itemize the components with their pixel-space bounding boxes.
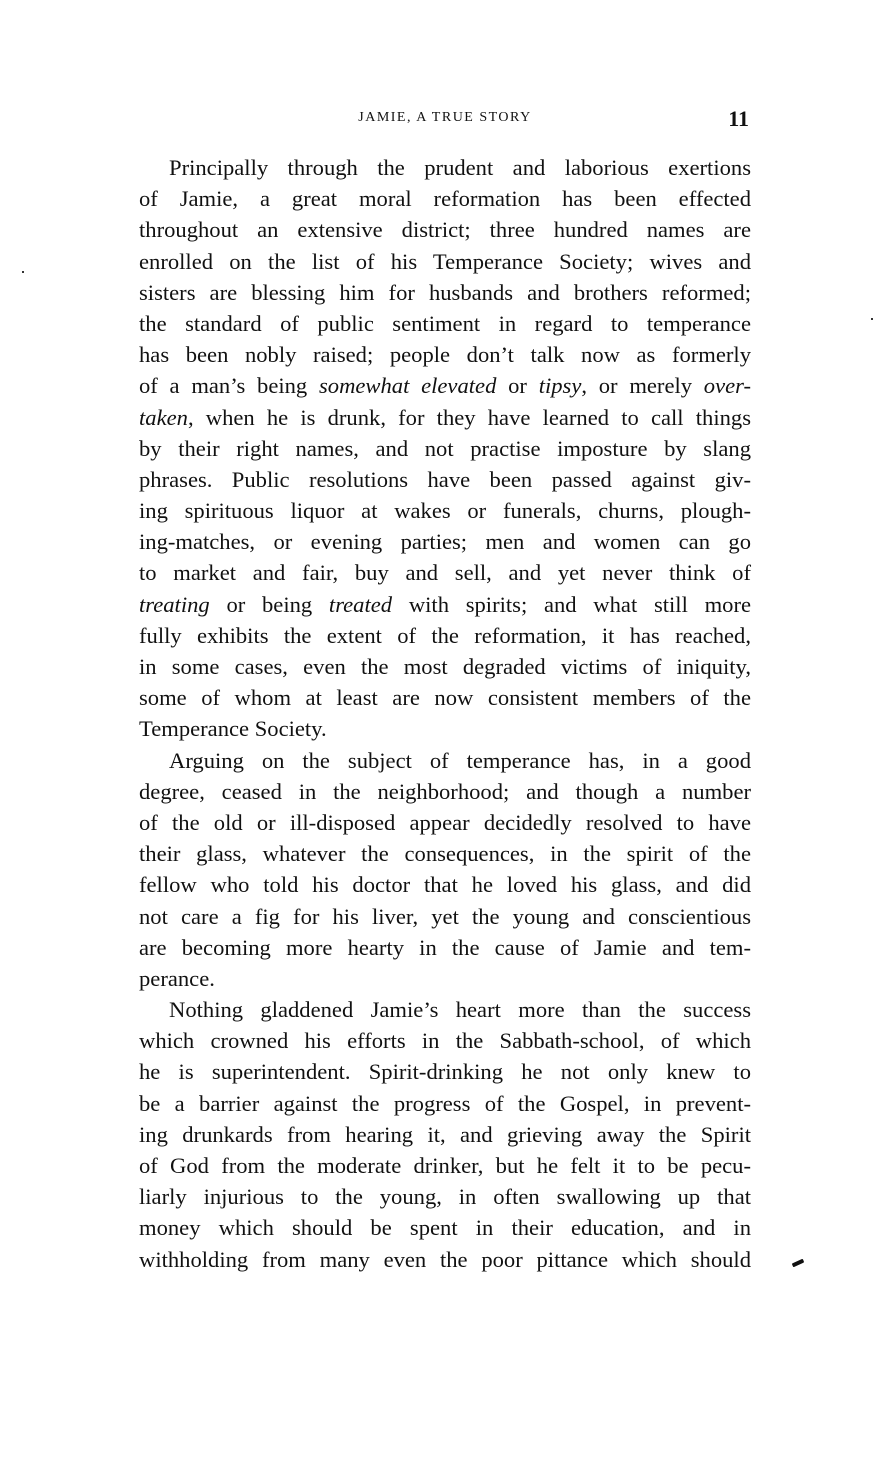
text-line: ing drunkards from hearing it, and grieving away the Spirit [139,1121,751,1147]
text-line: of God from the moderate drinker, but he felt it to be pecu- [139,1153,751,1178]
italic-phrase: somewhat elevated [318,373,497,399]
scan-speck [22,271,24,273]
italic-phrase: tipsy [538,373,582,399]
text-line: Nothing gladdened Jamie’s heart more than the success [169,997,751,1023]
text-line: has been nobly raised; people don’t talk now as formerly [139,342,751,368]
text-line: he is superintendent. Spirit-drinking he not only knew to [139,1059,751,1085]
text-line: of the old or ill-disposed appear decidedly resolved to have [139,809,751,835]
text-line [139,589,751,620]
running-title: JAMIE, A TRUE STORY [358,110,532,125]
text-line: not care a fig for his liver, yet the young and conscientious [139,903,751,929]
text-line: be a barrier against the progress of the Gospel, in prevent- [139,1090,751,1116]
text-line: enrolled on the list of his Temperance Society; wives and [139,248,751,274]
running-head [139,106,751,132]
text-line: to market and fair, buy and sell, and yet never think of [139,560,751,586]
text-line: some of whom at least are now consistent members of the [139,685,751,711]
text-line [139,402,751,433]
text-line: ing-matches, or evening parties; men and women can go [139,529,751,555]
text-run: or being [209,591,329,617]
text-run: with spirits; and what still more [392,591,751,617]
text-line: of Jamie, a great moral reformation has been effected [139,186,751,212]
text-line: degree, ceased in the neighborhood; and though a number [139,778,751,804]
text-run: , when he is drunk, for they have learned to call things [187,404,751,430]
text-line: fully exhibits the extent of the reformation, it has reached, [139,622,751,648]
text-line: the standard of public sentiment in regard to temperance [139,310,751,336]
text-line: throughout an extensive district; three hundred names are [139,217,751,243]
text-line: phrases. Public resolutions have been passed against giv- [139,466,751,492]
text-line: ing spirituous liquor at wakes or funerals, churns, plough- [139,498,751,524]
text-line [139,370,751,401]
italic-phrase: treating [139,591,210,617]
body-text [139,152,751,1275]
italic-phrase: treated [328,591,393,617]
text-run: or [496,373,539,399]
text-run: of a man’s being [139,373,319,399]
italic-phrase: taken [139,404,188,430]
text-line: Principally through the prudent and laborious exertions [169,155,751,180]
text-line: which crowned his efforts in the Sabbath-school, of which [139,1028,751,1054]
text-line: liarly injurious to the young, in often swallowing up that [139,1184,751,1210]
italic-phrase: over- [703,373,752,399]
text-run: , or merely [581,373,704,399]
text-line: by their right names, and not practise imposture by slang [139,435,751,461]
scan-speck [871,318,873,320]
text-line: are becoming more hearty in the cause of Jamie and tem- [139,934,751,960]
text-line: fellow who told his doctor that he loved his glass, and did [139,872,751,898]
text-line: money which should be spent in their education, and in [139,1215,751,1241]
page-number: 11 [728,106,749,131]
text-line: in some cases, even the most degraded victims of iniquity, [139,654,751,679]
text-line: perance. [139,965,215,991]
text-line: their glass, whatever the consequences, in the spirit of the [139,841,751,867]
text-line: Arguing on the subject of temperance has, in a good [169,747,751,773]
text-line: withholding from many even the poor pittance which should [139,1246,751,1272]
scan-smudge [792,1259,805,1268]
text-line: Temperance Society. [139,716,327,742]
text-line: sisters are blessing him for husbands and brothers reformed; [139,279,751,305]
